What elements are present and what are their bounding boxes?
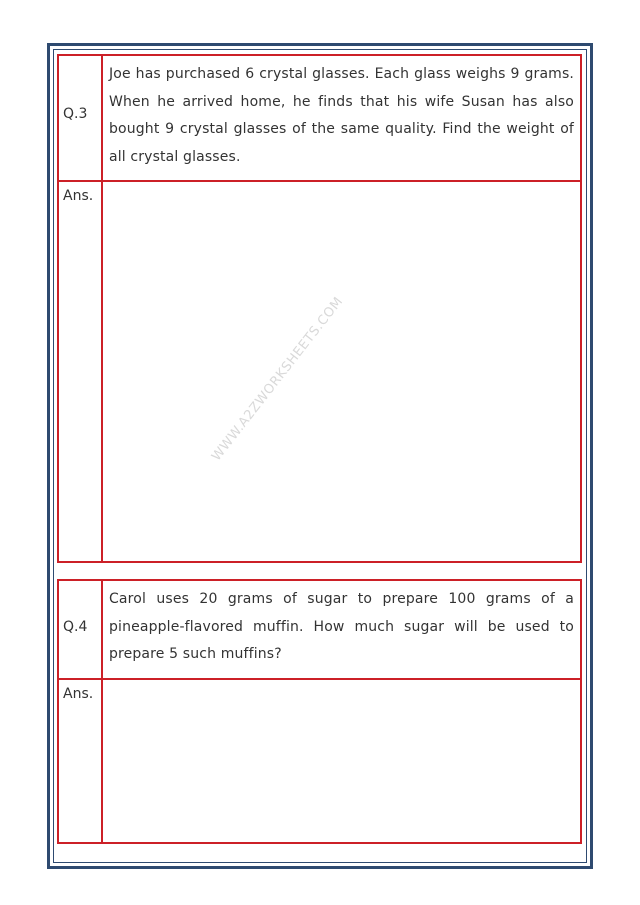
question-text: Joe has purchased 6 crystal glasses. Each glass weighs 9 grams. When he arrived home, he finds that his wife Susan has also bought 9 crystal glasses of the same quality. Find the weight of all crystal glasses. — [109, 66, 574, 165]
answer-label: Ans. — [63, 686, 94, 702]
answer-row — [59, 182, 580, 561]
question-row — [59, 581, 580, 680]
question-number-cell — [59, 56, 103, 180]
question-number-cell — [59, 581, 103, 678]
answer-label-cell — [59, 680, 103, 842]
question-block-4 — [57, 579, 582, 844]
question-text: Carol uses 20 grams of sugar to prepare 100 grams of a pineapple-flavored muffin. How much sugar will be used to prepare 5 such muffins? — [109, 591, 574, 662]
answer-area[interactable] — [105, 680, 580, 842]
answer-label: Ans. — [63, 188, 94, 204]
answer-label-cell — [59, 182, 103, 561]
answer-row — [59, 680, 580, 842]
question-number: Q.3 — [63, 106, 88, 122]
question-block-3 — [57, 54, 582, 563]
watermark: WWW.A2ZWORKSHEETS.COM — [209, 294, 347, 465]
question-number: Q.4 — [63, 619, 88, 635]
question-row — [59, 56, 580, 182]
answer-area[interactable] — [105, 182, 580, 561]
